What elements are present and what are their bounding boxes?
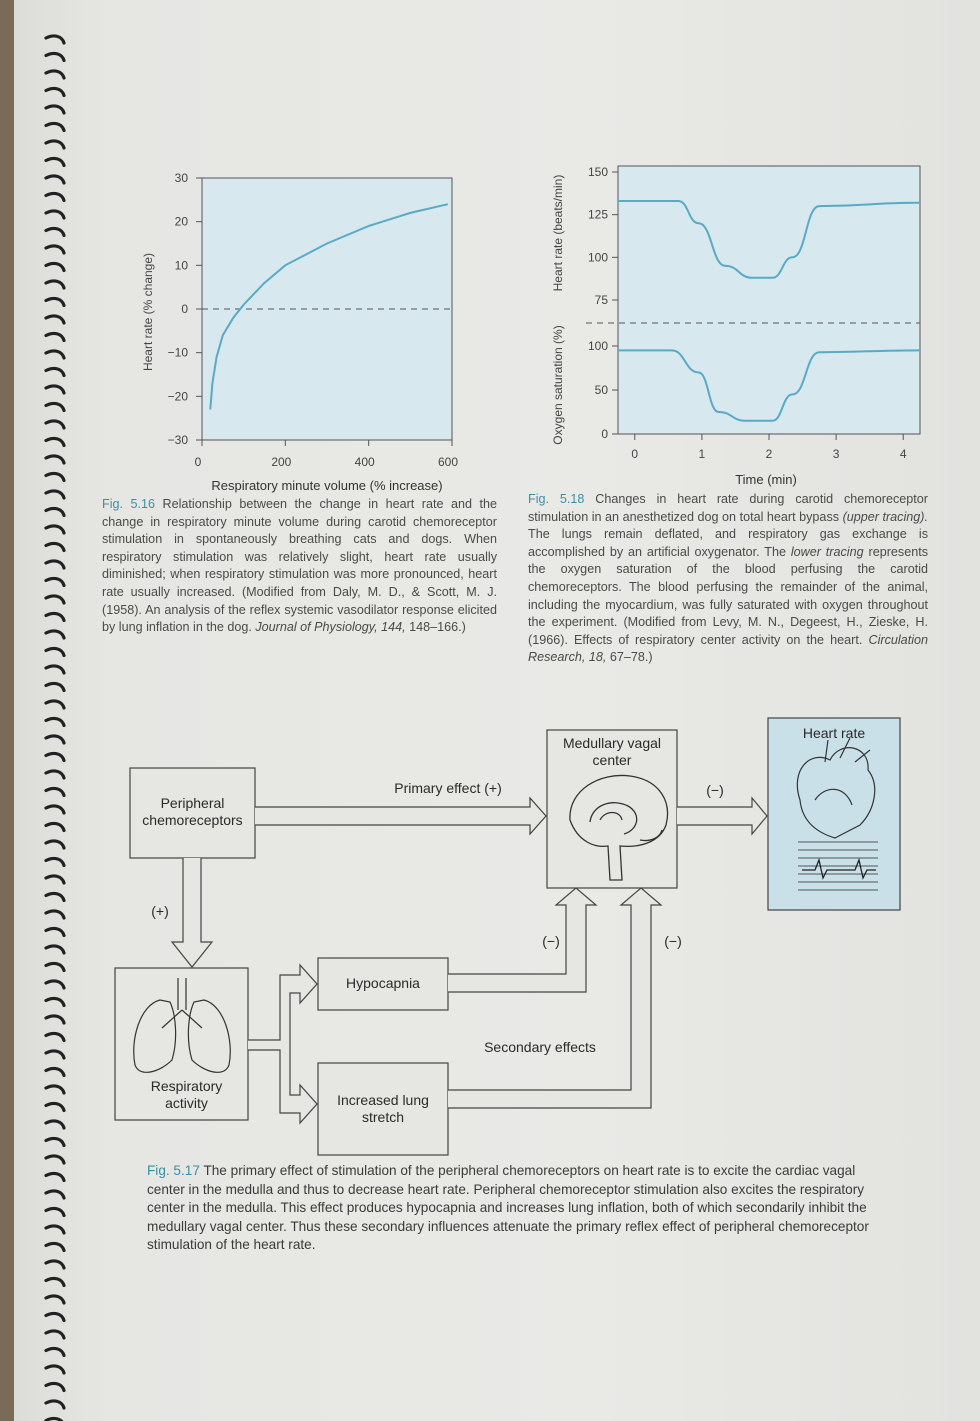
spiral-coil xyxy=(46,613,64,620)
spiral-coil xyxy=(46,421,64,428)
x-tick-label: 0 xyxy=(194,455,202,469)
spiral-coil xyxy=(46,1383,64,1390)
spiral-coil xyxy=(46,876,64,883)
spiral-coil xyxy=(46,1401,64,1408)
heart-rate-box xyxy=(768,718,900,910)
spiral-coil xyxy=(46,333,64,340)
x-tick-label: 0 xyxy=(631,447,639,461)
spiral-coil xyxy=(46,666,64,673)
spiral-coil xyxy=(46,211,64,218)
spiral-coil xyxy=(46,1068,64,1075)
lower-y-tick-label: 0 xyxy=(601,427,608,441)
caption-italic-b: lower tracing xyxy=(790,544,864,559)
spiral-coil xyxy=(46,946,64,953)
hypocapnia-to-medullary-arrow xyxy=(448,888,596,992)
spiral-coil xyxy=(46,1033,64,1040)
respiratory-branch-arrows xyxy=(248,965,317,1123)
chemoreceptor-to-respiratory-arrow xyxy=(172,858,212,967)
lung-stretch-label: Increased lung stretch xyxy=(337,1092,429,1125)
spiral-coil xyxy=(46,193,64,200)
x-axis-label: Respiratory minute volume (% increase) xyxy=(211,478,443,493)
upper-y-tick-label: 75 xyxy=(594,293,608,307)
spiral-coil xyxy=(46,281,64,288)
lower-y-axis-label: Oxygen saturation (%) xyxy=(551,325,565,445)
fig-5-16-chart xyxy=(130,160,480,500)
x-tick-label: 2 xyxy=(765,447,773,461)
caption-pages: 148–166.) xyxy=(405,620,466,635)
x-tick-label: 1 xyxy=(698,447,706,461)
spiral-coil xyxy=(46,36,64,43)
spiral-coil xyxy=(46,1278,64,1285)
spiral-coil xyxy=(46,911,64,918)
medullary-vagal-label: Medullary vagal center xyxy=(562,735,662,768)
spiral-coil xyxy=(46,368,64,375)
spiral-coil xyxy=(46,928,64,935)
y-tick-label: 10 xyxy=(174,258,188,273)
spiral-coil xyxy=(46,561,64,568)
x-tick-label: 3 xyxy=(832,447,840,461)
spiral-coil xyxy=(46,298,64,305)
x-tick-label: 400 xyxy=(354,455,375,469)
spiral-coil xyxy=(46,858,64,865)
plus-sign-label: (+) xyxy=(151,903,169,919)
spiral-coil xyxy=(46,806,64,813)
caption-label: Fig. 5.18 xyxy=(528,492,585,506)
x-tick-label: 200 xyxy=(271,455,292,469)
x-tick-label: 600 xyxy=(437,455,459,469)
spiral-coil xyxy=(46,1296,64,1303)
spiral-coil xyxy=(46,893,64,900)
caption-label: Fig. 5.16 xyxy=(102,497,156,511)
spiral-coil xyxy=(46,491,64,498)
y-tick-label: −30 xyxy=(167,433,188,447)
caption-italic-c: Circulation Research, 18, xyxy=(528,632,928,665)
spiral-coil xyxy=(46,158,64,165)
spiral-coil xyxy=(46,438,64,445)
spiral-coil xyxy=(46,1313,64,1320)
fig-5-18-caption xyxy=(528,491,928,667)
spiral-coil xyxy=(46,53,64,60)
spiral-coil xyxy=(46,1138,64,1145)
spiral-coil xyxy=(46,1156,64,1163)
spiral-coil xyxy=(46,753,64,760)
y-tick-label: 20 xyxy=(174,214,188,229)
spiral-coil xyxy=(46,228,64,235)
vagal-to-heart-arrow xyxy=(677,798,767,834)
peripheral-chemoreceptors-label: Peripheral chemoreceptors xyxy=(142,795,243,828)
spiral-coil xyxy=(46,386,64,393)
spiral-coils xyxy=(46,36,64,1421)
caption-italic-a: (upper tracing). xyxy=(842,509,928,524)
spiral-coil xyxy=(46,263,64,270)
upper-y-tick-label: 125 xyxy=(587,207,608,222)
upper-y-axis-label: Heart rate (beats/min) xyxy=(551,174,565,292)
spiral-coil xyxy=(46,1331,64,1338)
upper-y-tick-label: 150 xyxy=(587,165,608,179)
y-tick-label: −10 xyxy=(167,345,188,360)
caption-journal: Journal of Physiology, 144, xyxy=(255,620,406,635)
hypocapnia-label: Hypocapnia xyxy=(346,975,420,991)
spiral-coil xyxy=(46,631,64,638)
spiral-coil xyxy=(46,1121,64,1128)
spiral-coil xyxy=(46,141,64,148)
caption-text-d: 67–78.) xyxy=(606,650,653,665)
spiral-coil xyxy=(46,963,64,970)
spiral-coil xyxy=(46,998,64,1005)
caption-label: Fig. 5.17 xyxy=(147,1163,200,1178)
caption-text-b: The lungs remain deflated, and respiratory gas exchange is accomplished by an artificial oxygenator. The xyxy=(528,527,928,559)
spiral-coil xyxy=(46,526,64,533)
spiral-coil xyxy=(46,508,64,515)
spiral-binding xyxy=(0,0,70,1421)
secondary-effects-label: Secondary effects xyxy=(484,1039,596,1055)
spiral-coil xyxy=(46,1348,64,1355)
spiral-coil xyxy=(46,543,64,550)
primary-effect-label: Primary effect (+) xyxy=(394,780,502,796)
spiral-coil xyxy=(46,176,64,183)
spiral-coil xyxy=(46,1226,64,1233)
spiral-coil xyxy=(46,1261,64,1268)
spiral-coil xyxy=(46,841,64,848)
spiral-coil xyxy=(46,403,64,410)
y-tick-label: −20 xyxy=(167,389,188,404)
caption-text-c: represents the oxygen saturation of the blood perfusing the carotid chemoreceptors. The blood perfusing the remainder of the animal, including the myocardium, was fully saturated with oxygen throughout the experiment. (Modified from Levy, M. N., Degeest, H., Zieske, H. (1966). Effects of respiratory center activity on the heart. xyxy=(528,544,928,647)
minus-sign-heart: (−) xyxy=(706,782,724,798)
primary-effect-arrow xyxy=(255,798,546,834)
spiral-coil xyxy=(46,1051,64,1058)
caption-text: Relationship between the change in heart rate and the change in respiratory minute volume during carotid chemoreceptor stimulation in spontaneously breathing cats and dogs. When respiratory stimulation was relatively slight, heart rate usually diminished; when respiratory stimulation was more pronounced, heart rate usually increased. (Modified from Daly, M. D., & Scott, M. J. (1958). An analysis of the reflex systemic vasodilator response elicited by lung inflation in the dog. xyxy=(102,497,498,635)
upper-y-tick-label: 100 xyxy=(587,250,608,265)
spiral-coil xyxy=(46,1173,64,1180)
x-axis-label: Time (min) xyxy=(735,472,797,487)
spiral-coil xyxy=(46,473,64,480)
spiral-coil xyxy=(46,701,64,708)
y-tick-label: 0 xyxy=(181,302,188,316)
spiral-coil xyxy=(46,736,64,743)
chart-plot-area xyxy=(618,166,920,434)
spiral-coil xyxy=(46,456,64,463)
spiral-coil xyxy=(46,106,64,113)
minus-sign-hypocapnia: (−) xyxy=(542,933,560,949)
lower-y-tick-label: 50 xyxy=(594,383,608,397)
caption-text-a: Changes in heart rate during carotid chemoreceptor stimulation in an anesthetized dog on total heart bypass xyxy=(528,492,928,524)
spiral-coil xyxy=(46,1243,64,1250)
spiral-coil xyxy=(46,123,64,130)
spiral-coil xyxy=(46,648,64,655)
spiral-coil xyxy=(46,1191,64,1198)
spiral-coil xyxy=(46,1103,64,1110)
spiral-coil xyxy=(46,823,64,830)
y-axis-label: Heart rate (% change) xyxy=(141,252,155,372)
spiral-coil xyxy=(46,1208,64,1215)
lung-stretch-to-medullary-arrow xyxy=(448,888,661,1108)
spiral-coil xyxy=(46,981,64,988)
spiral-coil xyxy=(46,718,64,725)
spiral-coil xyxy=(46,683,64,690)
y-tick-label: 30 xyxy=(174,171,188,185)
respiratory-activity-label: Respiratory activity xyxy=(150,1078,223,1111)
minus-sign-stretch: (−) xyxy=(664,933,682,949)
fig-5-17-caption xyxy=(147,1162,877,1255)
spiral-coil xyxy=(46,1016,64,1023)
fig-5-18-chart xyxy=(530,158,930,493)
spiral-coil xyxy=(46,1366,64,1373)
spiral-coil xyxy=(46,71,64,78)
heart-rate-label: Heart rate xyxy=(802,725,866,741)
caption-text: The primary effect of stimulation of the peripheral chemoreceptors on heart rate is to excite the cardiac vagal center in the medulla and thus to decrease heart rate. Peripheral chemoreceptor stimulation also excites the respiratory center in the medulla. This effect produces hypocapnia and increases lung inflation, both of which secondarily inhibit the medullary vagal center. Thus these secondary influences attenuate the primary reflex effect of peripheral chemoreceptor stimulation of the heart rate. xyxy=(147,1163,869,1253)
spiral-coil xyxy=(46,316,64,323)
spiral-coil xyxy=(46,246,64,253)
fig-5-16-caption xyxy=(102,496,497,637)
spiral-coil xyxy=(46,596,64,603)
x-tick-label: 4 xyxy=(899,447,907,461)
spiral-coil xyxy=(46,351,64,358)
spiral-coil xyxy=(46,1086,64,1093)
spiral-coil xyxy=(46,578,64,585)
spiral-coil xyxy=(46,788,64,795)
spiral-coil xyxy=(46,771,64,778)
lower-y-tick-label: 100 xyxy=(587,339,608,353)
spiral-coil xyxy=(46,88,64,95)
